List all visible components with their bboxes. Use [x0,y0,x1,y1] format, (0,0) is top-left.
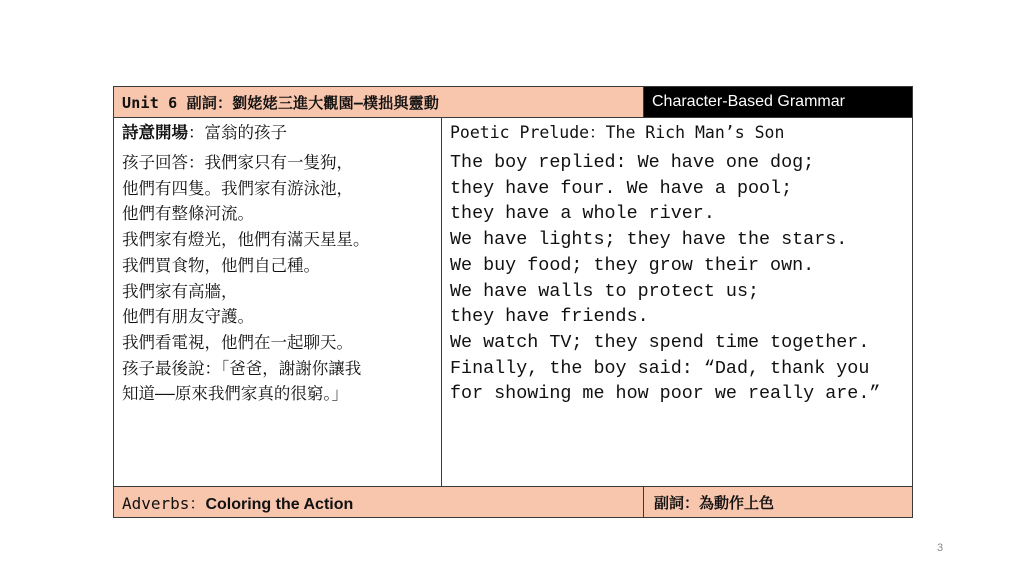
chinese-poem-title [122,122,441,144]
english-poem-line: for showing me how poor we really are.” [450,383,881,405]
english-poem-line: We have walls to protect us; [450,280,760,302]
english-poem-line: they have friends. [450,306,649,328]
chinese-title-bold: 詩意開場 [122,123,188,142]
page-number: 3 [937,542,944,554]
english-poem-body [450,150,912,407]
adverbs-prefix: Adverbs： [122,493,206,513]
chinese-poem-line: 我們家有高牆， [122,281,238,301]
english-poem-line: Finally, the boy said: “Dad, thank you [450,357,870,379]
english-poem-line: We buy food; they grow their own. [450,254,815,276]
chinese-poem-line: 他們有四隻。我們家有游泳池， [122,178,353,198]
chinese-poem-line: 孩子回答：我們家只有一隻狗， [122,153,353,172]
adverbs-chinese-label: 副詞：為動作上色 [644,487,913,518]
chinese-poem-line: 他們有朋友守護。 [122,307,254,327]
english-poem-line: The boy replied: We have one dog; [450,152,815,173]
chinese-poem-line: 我們買食物，他們自己種。 [122,255,320,275]
unit-title: Unit 6 副詞：劉姥姥三進大觀園—樸拙與靈動 [114,87,644,118]
english-poem-line: We watch TV; they spend time together. [450,331,870,353]
grammar-tag: Character-Based Grammar [644,87,913,118]
chinese-poem-line: 我們看電視，他們在一起聊天。 [122,332,353,352]
chinese-title-rest: ：富翁的孩子 [188,123,287,142]
english-poem-line: We have lights; they have the stars. [450,229,848,251]
english-poem-line: they have four. We have a pool; [450,177,793,199]
chinese-poem-line: 我們家有燈光，他們有滿天星星。 [122,230,370,250]
english-poem-title: Poetic Prelude：The Rich Man’s Son [450,123,785,142]
content-row [114,118,913,487]
english-poem-line: they have a whole river. [450,203,715,225]
adverbs-subtitle: Coloring the Action [205,495,354,513]
lesson-table [113,86,913,518]
english-poem-cell [442,118,913,487]
chinese-poem-line: 知道——原來我們家真的很窮。」 [122,384,349,404]
chinese-poem-cell [114,118,442,487]
adverbs-footer-label [114,487,644,518]
footer-row [114,487,913,518]
chinese-poem-line: 孩子最後說：「爸爸，謝謝你讓我 [122,358,362,378]
chinese-poem-line: 他們有整條河流。 [122,204,254,224]
chinese-poem-body [122,150,441,407]
header-row [114,87,913,118]
